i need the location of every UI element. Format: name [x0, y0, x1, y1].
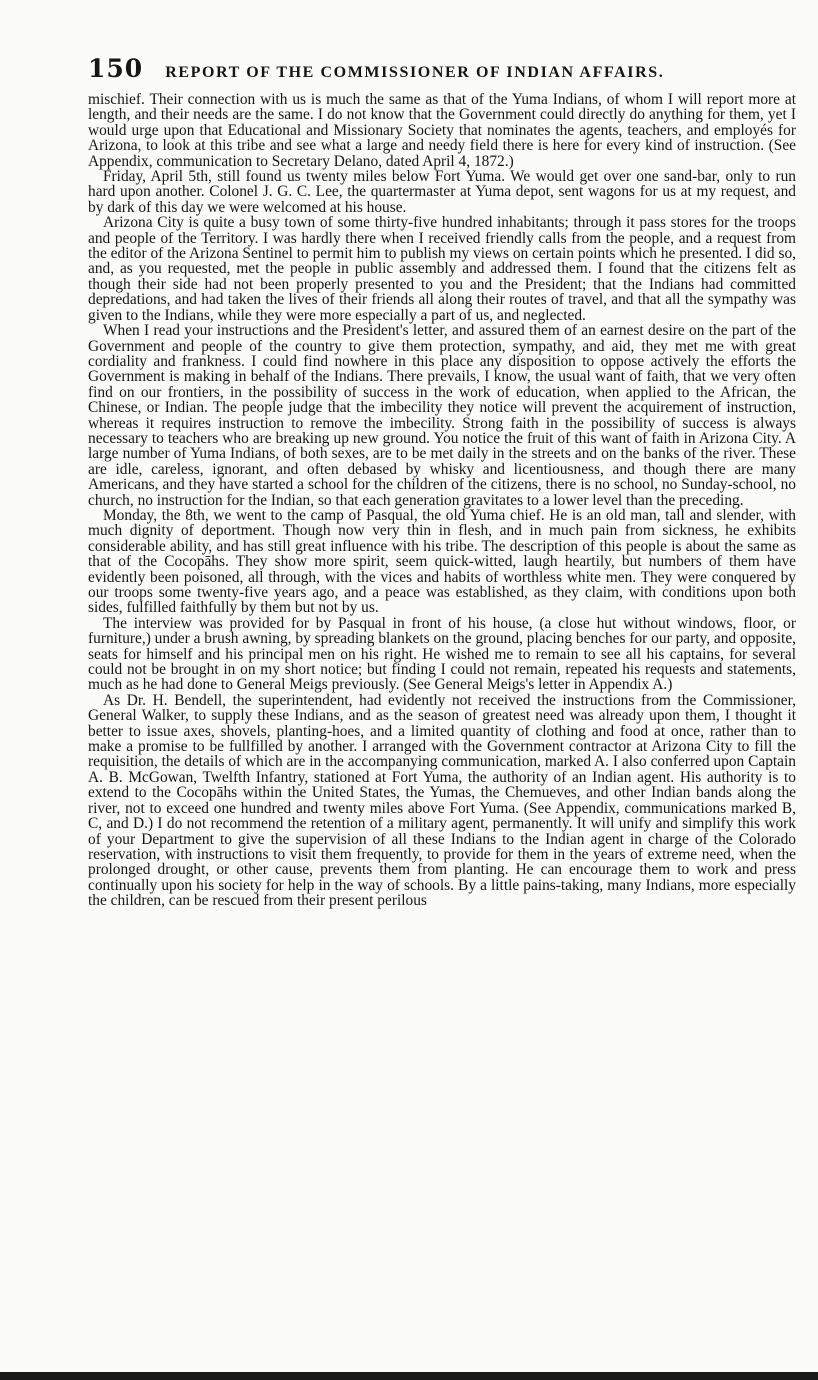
paragraph: Monday, the 8th, we went to the camp of Pasqual, the old Yuma chief. He is an old man, tall and slender, with much dignity of deportment. Though now very thin in flesh, and in much pain from sickness, he exhibits considerable ability, and has still great influence with his tribe. The description of this people is about the same as that of the Cocopāhs. They show more spirit, seem quick-witted, laugh heartily, but numbers of them have evidently been poisoned, all through, with the vices and habits of worthless white men. They were conquered by our troops some twenty-five years ago, and a peace was established, as they claim, with conditions upon both sides, fulfilled faithfully by them but not by us. — [88, 506, 796, 617]
paragraph: When I read your instructions and the President's letter, and assured them of an earnest desire on the part of the Government and people of the country to give them protection, sympathy, and aid, they met me with great cordiality and frankness. I could find nowhere in this place any disposition to oppose actively the efforts the Government is making in behalf of the Indians. There prevails, I know, the usual want of faith, that we very often find on our frontiers, in the possibility of success in the work of education, when applied to the African, the Chinese, or Indian. The people judge that the imbecility they notice will prevent the acquirement of instruction, whereas it requires instruction to remove the imbecility. Strong faith in the possibility of success is always necessary to teachers who are breaking up new ground. You notice the fruit of this want of faith in Arizona City. A large number of Yuma Indians, of both sexes, are to be met daily in the streets and on the banks of the river. These are idle, careless, ignorant, and often debased by whisky and licentiousness, and though there are many Americans, and they have started a school for the children of the citizens, there is no school, no Sunday-school, no church, no instruction for the Indian, so that each generation gravitates to a lower level than the preceding. — [88, 322, 796, 509]
document-page — [88, 54, 796, 909]
page-header — [88, 54, 796, 88]
paragraph: Friday, April 5th, still found us twenty miles below Fort Yuma. We would get over one sand-bar, only to run hard upon another. Colonel J. G. C. Lee, the quartermaster at Yuma depot, sent wagons for us at my request, and by dark of this day we were welcomed at his house. — [88, 168, 796, 216]
page-number: 150 — [88, 54, 144, 83]
running-title: REPORT OF THE COMMISSIONER OF INDIAN AFFAIRS. — [165, 64, 665, 81]
paragraph: Arizona City is quite a busy town of some thirty-five hundred inhabitants; through it pass stores for the troops and people of the Territory. I was hardly there when I received friendly calls from the people, and a request from the editor of the Arizona Sentinel to permit him to publish my views on certain points which he presented. I did so, and, as you requested, met the people in public assembly and addressed them. I found that the citizens felt as though their side had not been properly presented to you and the President; that the Indians had committed depredations, and had taken the lives of their friends all along their routes of travel, and that all the sympathy was given to the Indians, while they were more especially a part of us, and neglected. — [88, 214, 796, 324]
scan-edge — [0, 1372, 818, 1380]
paragraph: The interview was provided for by Pasqual in front of his house, (a close hut without windows, floor, or furniture,) under a brush awning, by spreading blankets on the ground, placing benches for our party, and opposite, seats for himself and his principal men on his right. He wished me to remain to see all his captains, for several could not be brought in on my short notice; but finding I could not remain, repeated his requests and statements, much as he had done to General Meigs previously. (See General Meigs's letter in Appendix A.) — [88, 614, 796, 694]
paragraph: mischief. Their connection with us is much the same as that of the Yuma Indians, of whom I will report more at length, and their needs are the same. I do not know that the Government could directly do anything for them, yet I would urge upon that Educational and Missionary Society that nominates the agents, teachers, and employés for Arizona, to look at this tribe and see what a large and needy field there is here for every kind of instruction. (See Appendix, communication to Secretary Delano, dated April 4, 1872.) — [88, 91, 796, 170]
body-text — [88, 92, 796, 909]
paragraph: As Dr. H. Bendell, the superintendent, had evidently not received the instructions from the Commissioner, General Walker, to supply these Indians, and as the season of greatest need was already upon them, I thought it better to issue axes, shovels, planting-hoes, and a limited quantity of clothing and food at once, rather than to make a promise to be fullfilled by another. I arranged with the Government contractor at Arizona City to fill the requisition, the details of which are in the accompanying communication, marked A. I also conferred upon Captain A. B. McGowan, Twelfth Infantry, stationed at Fort Yuma, the authority of an Indian agent. His authority is to extend to the Cocopāhs within the United States, the Yumas, the Chemueves, and other Indian bands along the river, not to exceed one hundred and twenty miles above Fort Yuma. (See Appendix, communications marked B, C, and D.) I do not recommend the retention of a military agent, permanently. It will unify and simplify this work of your Department to give the supervision of all these Indians to the Indian agent in charge of the Colorado reservation, with instructions to visit them frequently, to provide for them in the years of extreme need, when the prolonged drought, or other cause, prevents them from planting. He can encourage them to work and press continually upon his society for help in the way of schools. By a little pains-taking, many Indians, more especially the children, can be rescued from their present perilous — [88, 691, 796, 910]
